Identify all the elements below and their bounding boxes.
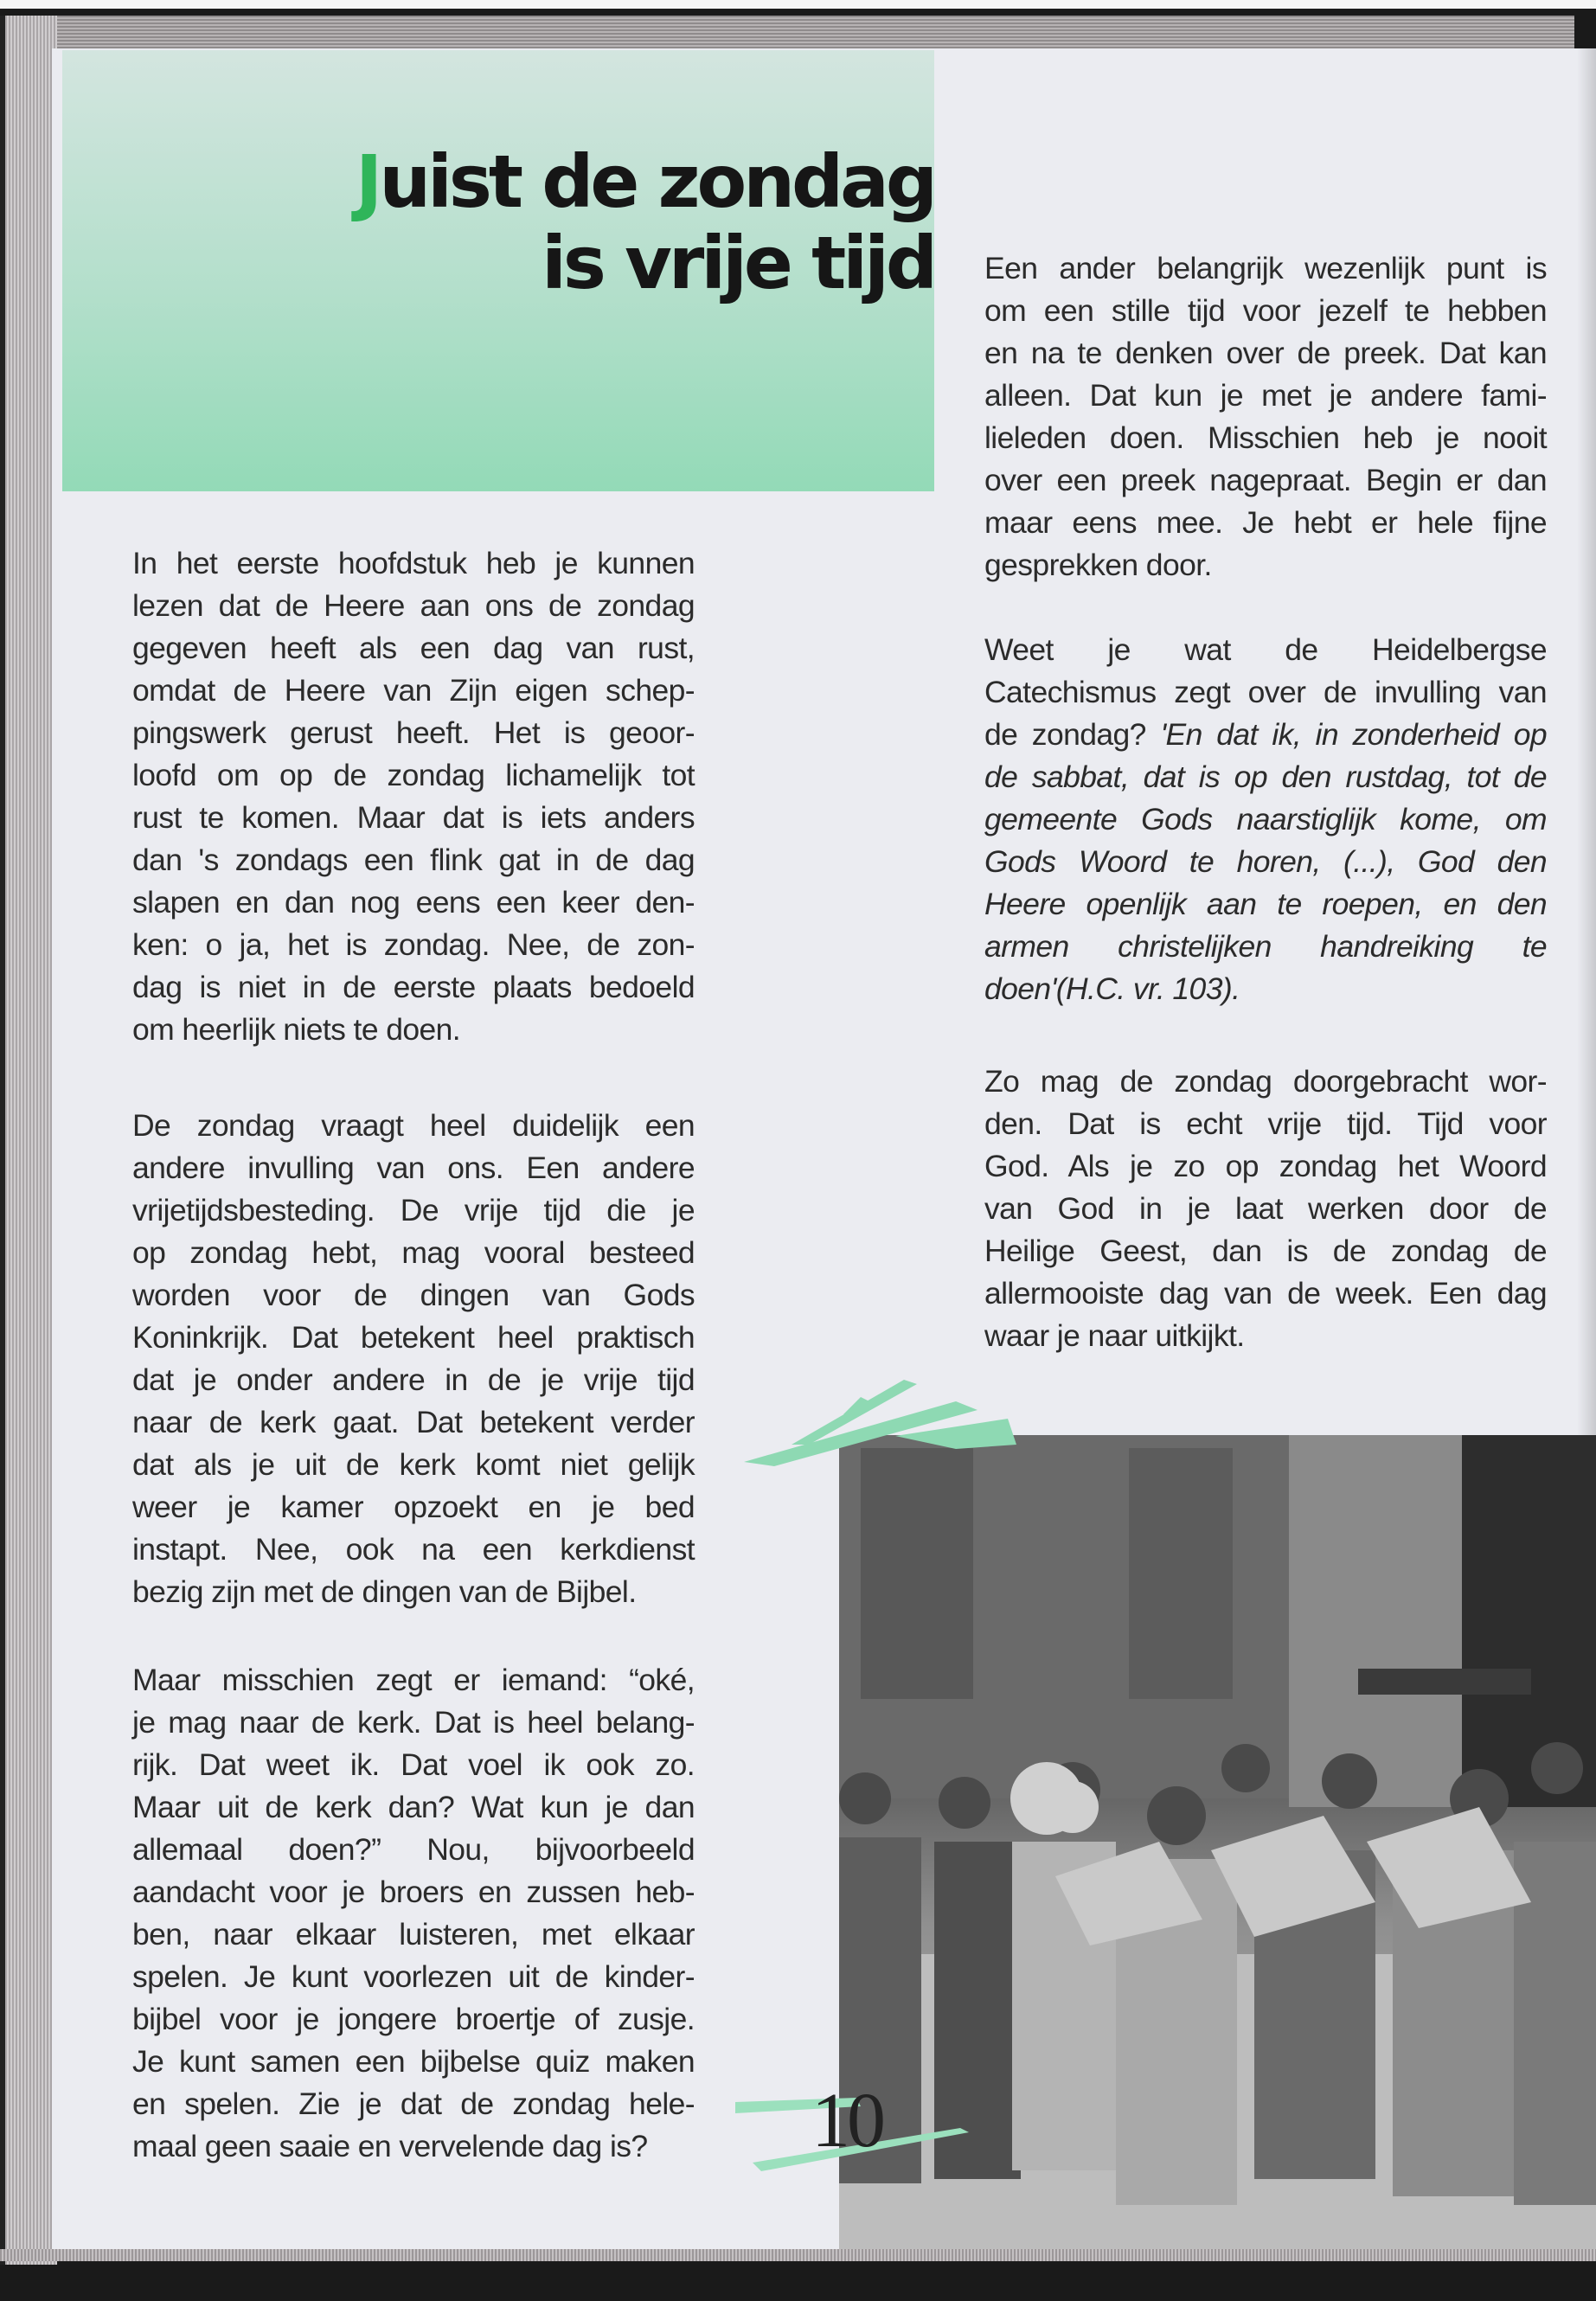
text-line: andere invulling van ons. Een andere: [132, 1150, 695, 1185]
scan-edge: [0, 0, 1596, 9]
text-line: De zondag vraagt heel duidelijk een: [132, 1108, 695, 1143]
quote-segment: Gods Woord te horen, (...), God den: [984, 844, 1547, 879]
page-number: 10: [811, 2078, 882, 2163]
text-line: bijbel voor je jongere broertje of zusje.: [132, 2002, 695, 2036]
text-line: ken: o ja, het is zondag. Nee, de zon-: [132, 927, 695, 962]
text-line: gegeven heeft als een dag van rust,: [132, 631, 695, 665]
text-line: [984, 968, 1547, 1010]
text-line: bezig zijn met de dingen van de Bijbel.: [132, 1574, 637, 1609]
text-line: Zo mag de zondag doorgebracht wor-: [984, 1064, 1547, 1099]
left-paragraph-2: [132, 1105, 695, 1613]
text-line: maar eens mee. Je hebt er hele fijne: [984, 505, 1547, 540]
text-line: [984, 714, 1547, 756]
text-line: allemaal doen?” Nou, bijvoorbeeld: [132, 1832, 695, 1867]
text-line: [984, 841, 1547, 883]
text-line: dat als je uit de kerk komt niet gelijk: [132, 1447, 695, 1482]
book-cover-edge-bottom: [0, 2249, 1596, 2261]
text-line: maal geen saaie en vervelende dag is?: [132, 2129, 648, 2163]
text-line: dag is niet in de eerste plaats bedoeld: [132, 970, 695, 1004]
text-line: naar de kerk gaat. Dat betekent verder: [132, 1405, 695, 1439]
book-cover-edge-left: [0, 16, 57, 2265]
book-cover-edge-top: [0, 16, 1574, 52]
title-line-2: is vrije tijd: [542, 221, 934, 305]
left-paragraph-1: [132, 542, 695, 1051]
title-initial: J: [356, 139, 380, 224]
title-line-1-text: uist de zondag: [379, 139, 934, 224]
text-line: spelen. Je kunt voorlezen uit de kinder-: [132, 1959, 695, 1994]
text-line: den. Dat is echt vrije tijd. Tijd voor: [984, 1106, 1547, 1141]
text-line: lieleden doen. Misschien heb je nooit: [984, 420, 1547, 455]
text-line: allermooiste dag van de week. Een dag: [984, 1276, 1547, 1311]
right-paragraph-2: [984, 629, 1547, 1010]
title-line-1: [356, 139, 934, 224]
text-line: Maar uit de kerk dan? Wat kun je dan: [132, 1790, 695, 1824]
text-line: [984, 756, 1547, 798]
right-paragraph-1: [984, 247, 1547, 586]
text-line: Catechismus zegt over de invulling van: [984, 675, 1547, 709]
text-line: over een preek nagepraat. Begin er dan: [984, 463, 1547, 497]
text-line: Maar misschien zegt er iemand: “oké,: [132, 1663, 695, 1697]
text-line: [984, 926, 1547, 968]
quote-segment: armen christelijken handreiking te: [984, 929, 1547, 964]
text-line: slapen en dan nog eens een keer den-: [132, 885, 695, 920]
text-line: waar je naar uitkijkt.: [984, 1318, 1245, 1353]
text-line: alleen. Dat kun je met je andere fami-: [984, 378, 1547, 413]
right-paragraph-3: [984, 1061, 1547, 1357]
quote-segment: gemeente Gods naarstiglijk kome, om: [984, 802, 1547, 836]
text-line: lezen dat de Heere aan ons de zondag: [132, 588, 695, 623]
text-line: God. Als je zo op zondag het Woord: [984, 1149, 1547, 1183]
text-line: Koninkrijk. Dat betekent heel praktisch: [132, 1320, 695, 1355]
text-line: gesprekken door.: [984, 548, 1212, 582]
quote-segment: de sabbat, dat is op den rustdag, tot de: [984, 760, 1547, 794]
text-line: dat je onder andere in de je vrije tijd: [132, 1362, 695, 1397]
text-line: aandacht voor je broers en zussen heb-: [132, 1875, 695, 1909]
text-line: ben, naar elkaar luisteren, met elkaar: [132, 1917, 695, 1952]
quote-segment: Heere openlijk aan te roepen, en den: [984, 887, 1547, 921]
text-line: om een stille tijd voor jezelf te hebben: [984, 293, 1547, 328]
text-line: [984, 883, 1547, 926]
text-line: instapt. Nee, ook na een kerkdienst: [132, 1532, 695, 1567]
text-line: Een ander belangrijk wezenlijk punt is: [984, 251, 1547, 285]
text-segment: de zondag?: [984, 717, 1161, 752]
text-line: vrijetijdsbesteding. De vrije tijd die je: [132, 1193, 695, 1227]
text-line: en na te denken over de preek. Dat kan: [984, 336, 1547, 370]
text-line: rijk. Dat weet ik. Dat voel ik ook zo.: [132, 1747, 695, 1782]
text-line: op zondag hebt, mag vooral besteed: [132, 1235, 695, 1270]
text-line: Weet je wat de Heidelbergse: [984, 632, 1547, 667]
text-line: rust te komen. Maar dat is iets anders: [132, 800, 695, 835]
text-line: en spelen. Zie je dat de zondag hele-: [132, 2086, 695, 2121]
text-line: je mag naar de kerk. Dat is heel belang-: [132, 1705, 695, 1740]
text-line: omdat de Heere van Zijn eigen schep-: [132, 673, 695, 708]
text-line: pingswerk gerust heeft. Het is geoor-: [132, 715, 695, 750]
text-line: loofd om op de zondag lichamelijk tot: [132, 758, 695, 792]
green-brush-stroke-icon: [740, 1349, 1051, 1488]
text-line: weer je kamer opzoekt en je bed: [132, 1490, 695, 1524]
text-line: om heerlijk niets te doen.: [132, 1012, 461, 1047]
text-line: [984, 798, 1547, 841]
text-line: In het eerste hoofdstuk heb je kunnen: [132, 546, 695, 580]
text-line: Heilige Geest, dan is de zondag de: [984, 1234, 1547, 1268]
text-line: van God in je laat werken door de: [984, 1191, 1547, 1226]
text-line: Je kunt samen een bijbelse quiz maken: [132, 2044, 695, 2079]
text-line: dan 's zondags een flink gat in de dag: [132, 843, 695, 877]
quote-segment: 'En dat ik, in zonderheid op: [1160, 717, 1547, 752]
text-line: worden voor de dingen van Gods: [132, 1278, 695, 1312]
left-paragraph-3: [132, 1659, 695, 2168]
quote-segment: doen'(H.C. vr. 103).: [984, 971, 1240, 1006]
